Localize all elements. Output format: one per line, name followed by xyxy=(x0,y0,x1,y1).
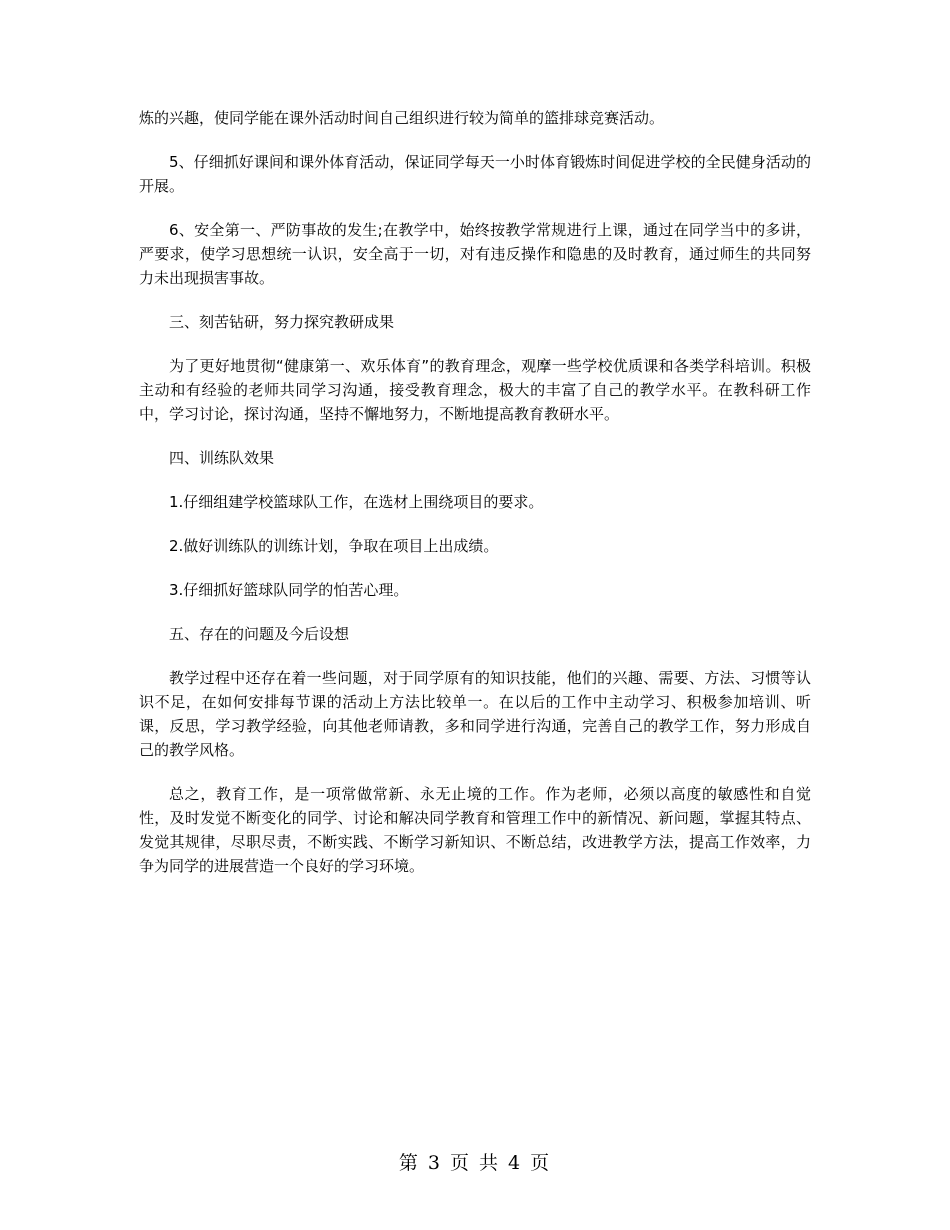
paragraph-2: 5、仔细抓好课间和课外体育活动，保证同学每天一小时体育锻炼时间促进学校的全民健身活动的开展。 xyxy=(139,153,811,195)
list-item-3: 3.仔细抓好篮球队同学的怕苦心理。 xyxy=(169,581,409,599)
paragraph-11: 教学过程中还存在着一些问题，对于同学原有的知识技能，他们的兴趣、需要、方法、习惯等认识不足，在如何安排每节课的活动上方法比较单一。在以后的工作中主动学习、积极参加培训、听课，反思，学习教学经验，向其他老师请教，多和同学进行沟通，完善自己的教学工作，努力形成自己的教学风格。 xyxy=(139,669,811,759)
document-body xyxy=(139,106,811,898)
page-number: 第 3 页 共 4 页 xyxy=(398,1152,552,1174)
section-heading-5: 五、存在的问题及今后设想 xyxy=(169,625,350,643)
section-heading-4: 四、训练队效果 xyxy=(169,449,275,467)
paragraph-3: 6、安全第一、严防事故的发生;在教学中，始终按教学常规进行上课，通过在同学当中的多讲，严要求，使学习思想统一认识，安全高于一切，对有违反操作和隐患的及时教育，通过师生的共同努力未出现损害事故。 xyxy=(139,221,811,287)
paragraph-1: 炼的兴趣，使同学能在课外活动时间自己组织进行较为简单的篮排球竞赛活动。 xyxy=(139,109,665,127)
paragraph-12: 总之，教育工作，是一项常做常新、永无止境的工作。作为老师，必须以高度的敏感性和自觉性，及时发觉不断变化的同学、讨论和解决同学教育和管理工作中的新情况、新问题，掌握其特点、发觉其规律，尽职尽责，不断实践、不断学习新知识、不断总结，改进教学方法，提高工作效率，力争为同学的进展营造一个良好的学习环境。 xyxy=(139,785,811,875)
section-heading-3: 三、刻苦钻研，努力探究教研成果 xyxy=(169,313,395,331)
paragraph-5: 为了更好地贯彻“健康第一、欢乐体育”的教育理念，观摩一些学校优质课和各类学科培训。积极主动和有经验的老师共同学习沟通，接受教育理念，极大的丰富了自己的教学水平。在教科研工作中，学习讨论，探讨沟通，坚持不懈地努力，不断地提高教育教研水平。 xyxy=(139,357,811,423)
list-item-1: 1.仔细组建学校篮球队工作，在选材上围绕项目的要求。 xyxy=(169,493,544,511)
list-item-2: 2.做好训练队的训练计划，争取在项目上出成绩。 xyxy=(169,537,499,555)
